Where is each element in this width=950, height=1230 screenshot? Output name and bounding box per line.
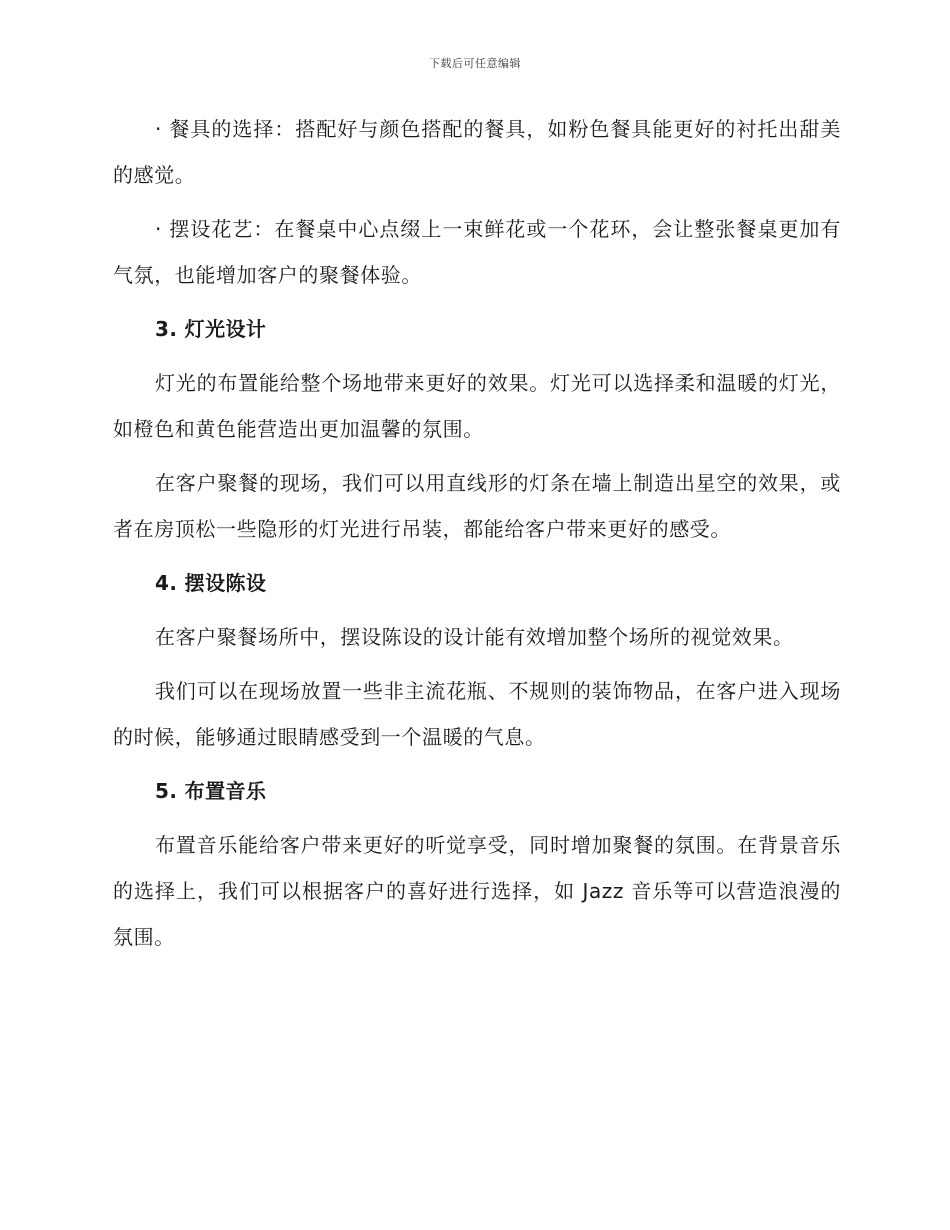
paragraph-lighting-1: 灯光的布置能给整个场地带来更好的效果。灯光可以选择柔和温暖的灯光，如橙色和黄色能营造出更加温馨的氛围。	[113, 371, 841, 441]
paragraph-music: 布置音乐能给客户带来更好的听觉享受，同时增加聚餐的氛围。在背景音乐的选择上，我们可以根据客户的喜好进行选择，如 Jazz 音乐等可以营造浪漫的氛围。	[113, 833, 841, 949]
header-note: 下载后可任意编辑	[429, 57, 521, 70]
document-body	[113, 106, 841, 960]
paragraph-decor-2: 我们可以在现场放置一些非主流花瓶、不规则的装饰物品，在客户进入现场的时候，能够通过眼睛感受到一个温暖的气息。	[113, 679, 841, 749]
section-heading-decor: 4. 摆设陈设	[155, 571, 267, 595]
paragraph-lighting-2: 在客户聚餐的现场，我们可以用直线形的灯条在墙上制造出星空的效果，或者在房顶松一些隐形的灯光进行吊装，都能给客户带来更好的感受。	[113, 471, 841, 541]
section-heading-music: 5. 布置音乐	[155, 779, 267, 803]
paragraph-floral: · 摆设花艺：在餐桌中心点缀上一束鲜花或一个花环，会让整张餐桌更加有气氛，也能增加客户的聚餐体验。	[113, 217, 841, 287]
paragraph-tableware: · 餐具的选择：搭配好与颜色搭配的餐具，如粉色餐具能更好的衬托出甜美的感觉。	[113, 117, 841, 187]
paragraph-decor-1: 在客户聚餐场所中，摆设陈设的设计能有效增加整个场所的视觉效果。	[155, 625, 794, 649]
section-heading-lighting: 3. 灯光设计	[155, 317, 267, 341]
